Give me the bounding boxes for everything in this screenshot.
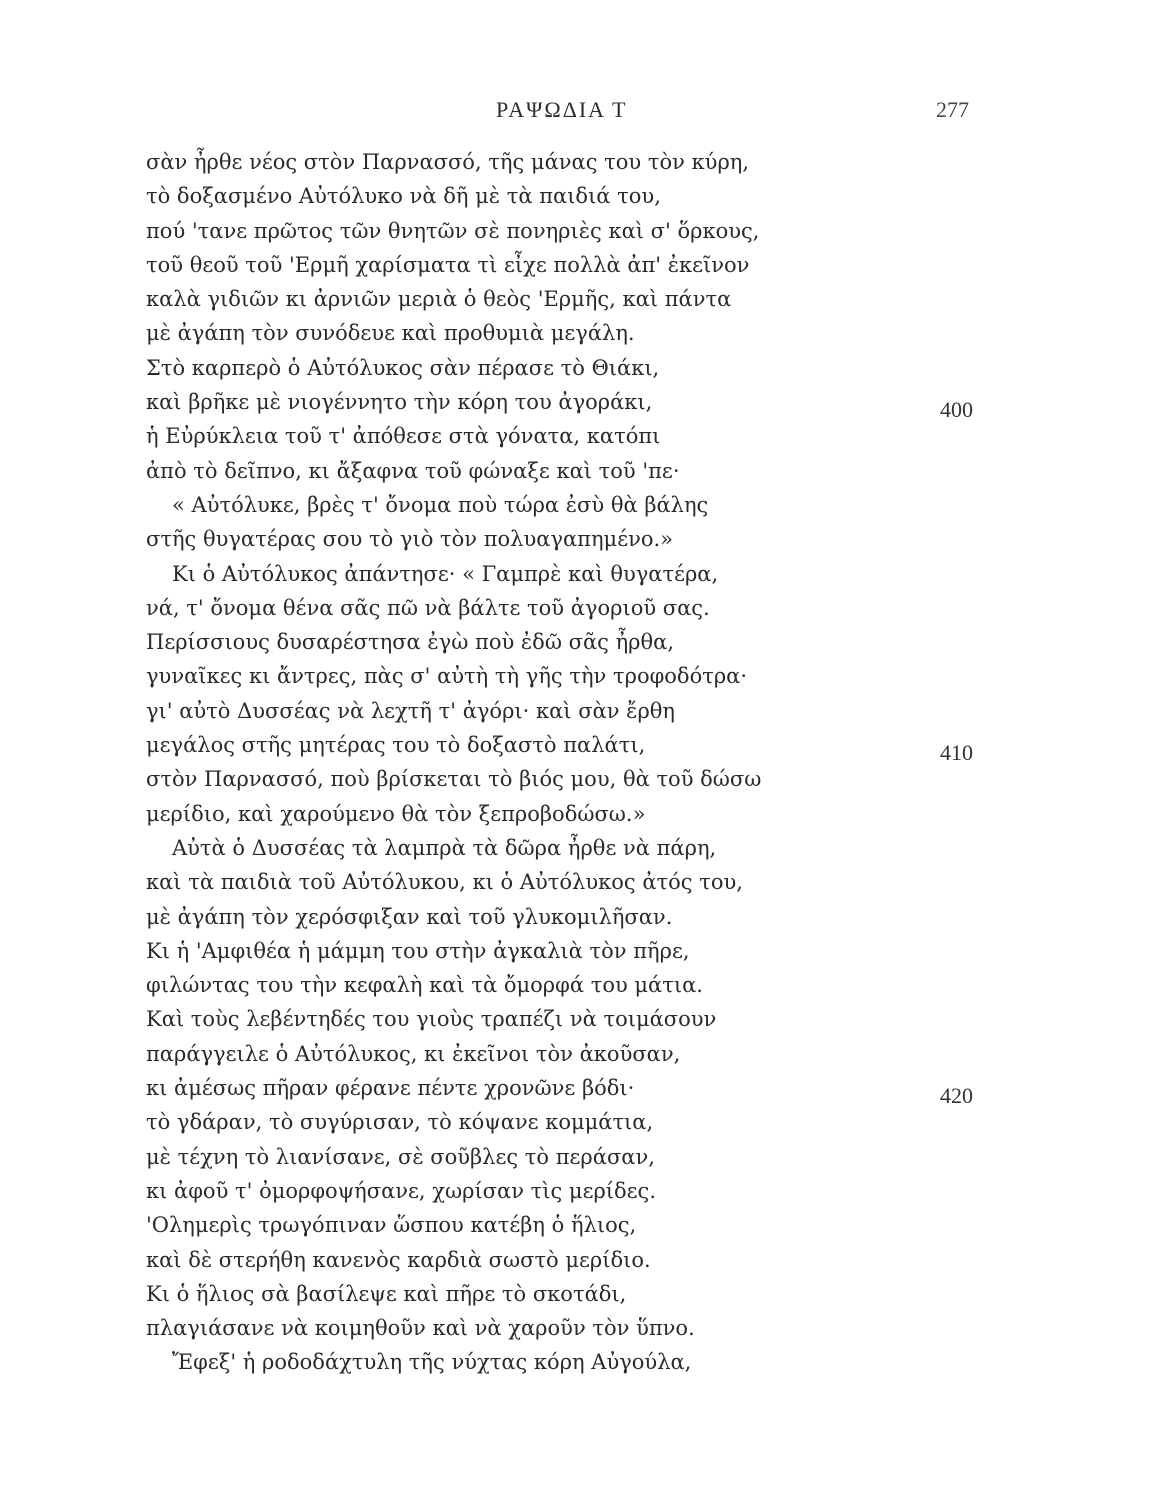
verse-line: τοῦ θεοῦ τοῦ 'Ερμῆ χαρίσματα τὶ εἶχε πολλὰ ἀπ' ἐκεῖνον [146,252,750,277]
verse-line: Ἔφεξ' ἡ ροδοδάχτυλη τῆς νύχτας κόρη Αὐγούλα, [172,1350,692,1375]
verse-line: ἡ Εὐρύκλεια τοῦ τ' ἀπόθεσε στὰ γόνατα, κατόπι [146,424,661,449]
running-head-title: ΡΑΨΩΔΙΑ Τ [496,97,628,122]
verse-line: τὸ δοξασμένο Αὐτόλυκο νὰ δῆ μὲ τὰ παιδιά του, [146,184,661,209]
verse-line: καὶ βρῆκε μὲ νιογέννητο τὴν κόρη του ἀγοράκι, [146,390,653,415]
line-number-400: 400 [940,397,973,422]
verse-line: Καὶ τοὺς λεβέντηδές του γιοὺς τραπέζι νὰ τοιμάσουν [146,1007,717,1032]
verse-line: νά, τ' ὄνομα θένα σᾶς πῶ νὰ βάλτε τοῦ ἀγοριοῦ σας. [146,595,710,620]
verse-line: μεγάλος στῆς μητέρας του τὸ δοξαστὸ παλάτι, [146,733,646,758]
verse-line: στῆς θυγατέρας σου τὸ γιὸ τὸν πολυαγαπημένο.» [146,527,674,552]
verse-line: καὶ τὰ παιδιὰ τοῦ Αὐτόλυκου, κι ὁ Αὐτόλυκος ἀτός του, [146,870,743,895]
verse-line: παράγγειλε ὁ Αὐτόλυκος, κι ἐκεῖνοι τὸν ἀκοῦσαν, [146,1041,681,1066]
verse-line: καὶ δὲ στερήθη κανενὸς καρδιὰ σωστὸ μερίδιο. [146,1247,651,1272]
verse-list [146,145,866,1380]
verse-line: Αὐτὰ ὁ Δυσσέας τὰ λαμπρὰ τὰ δῶρα ἦρθε νὰ πάρη, [172,835,717,860]
verse-line: « Αὐτόλυκε, βρὲς τ' ὄνομα ποὺ τώρα ἐσὺ θὰ βάλης [172,492,709,517]
verse-line: Κι ἡ 'Αμφιθέα ἡ μάμμη του στὴν ἀγκαλιὰ τὸν πῆρε, [146,938,690,963]
verse-line: γυναῖκες κι ἄντρες, πὰς σ' αὐτὴ τὴ γῆς τὴν τροφοδότρα· [146,664,748,689]
verse-line: φιλώντας του τὴν κεφαλὴ καὶ τὰ ὄμορφά του μάτια. [146,973,703,998]
verse-line: στὸν Παρνασσό, ποὺ βρίσκεται τὸ βιός μου, θὰ τοῦ δώσω [146,767,762,792]
verse-line: ἀπὸ τὸ δεῖπνο, κι ἄξαφνα τοῦ φώναξε καὶ τοῦ 'πε· [146,458,680,483]
page-number: 277 [936,97,969,122]
verse-line: 'Ολημερὶς τρωγόπιναν ὥσπου κατέβη ὁ ἥλιος, [146,1213,637,1238]
verse-line: μὲ τέχνη τὸ λιανίσανε, σὲ σοῦβλες τὸ περάσαν, [146,1144,655,1169]
verse-line: κι ἀμέσως πῆραν φέρανε πέντε χρονῶνε βόδι· [146,1076,635,1101]
running-head [0,97,1153,127]
verse-line: πλαγιάσανε νὰ κοιμηθοῦν καὶ νὰ χαροῦν τὸν ὕπνο. [146,1316,695,1341]
line-number-410: 410 [940,740,973,765]
verse-line: Κι ὁ Αὐτόλυκος ἀπάντησε· « Γαμπρὲ καὶ θυγατέρα, [172,561,719,586]
verse-line: μὲ ἀγάπη τὸν συνόδευε καὶ προθυμιὰ μεγάλη. [146,321,635,346]
verse-line: καλὰ γιδιῶν κι ἀρνιῶν μεριὰ ὁ θεὸς 'Ερμῆς, καὶ πάντα [146,287,732,312]
verse-line: μὲ ἀγάπη τὸν χερόσφιξαν καὶ τοῦ γλυκομιλῆσαν. [146,904,673,929]
verse-line: τὸ γδάραν, τὸ συγύρισαν, τὸ κόψανε κομμάτια, [146,1110,654,1135]
verse-line: Κι ὁ ἥλιος σὰ βασίλεψε καὶ πῆρε τὸ σκοτάδι, [146,1281,627,1306]
verse-line: κι ἀφοῦ τ' ὀμορφοψήσανε, χωρίσαν τὶς μερίδες. [146,1178,656,1203]
verse-line: Περίσσιους δυσαρέστησα ἐγὼ ποὺ ἐδῶ σᾶς ἦρθα, [146,630,674,655]
verse-line: πού 'τανε πρῶτος τῶν θνητῶν σὲ πονηριὲς καὶ σ' ὅρκους, [146,218,760,243]
verse-line: σὰν ἦρθε νέος στὸν Παρνασσό, τῆς μάνας του τὸν κύρη, [146,150,750,174]
verse-line: Στὸ καρπερὸ ὁ Αὐτόλυκος σὰν πέρασε τὸ Θιάκι, [146,355,660,380]
verse-line: μερίδιο, καὶ χαρούμενο θὰ τὸν ξεπροβοδώσω.» [146,801,646,826]
verse-line: γι' αὐτὸ Δυσσέας νὰ λεχτῆ τ' ἀγόρι· καὶ σὰν ἔρθη [146,698,676,723]
line-number-420: 420 [940,1083,973,1108]
